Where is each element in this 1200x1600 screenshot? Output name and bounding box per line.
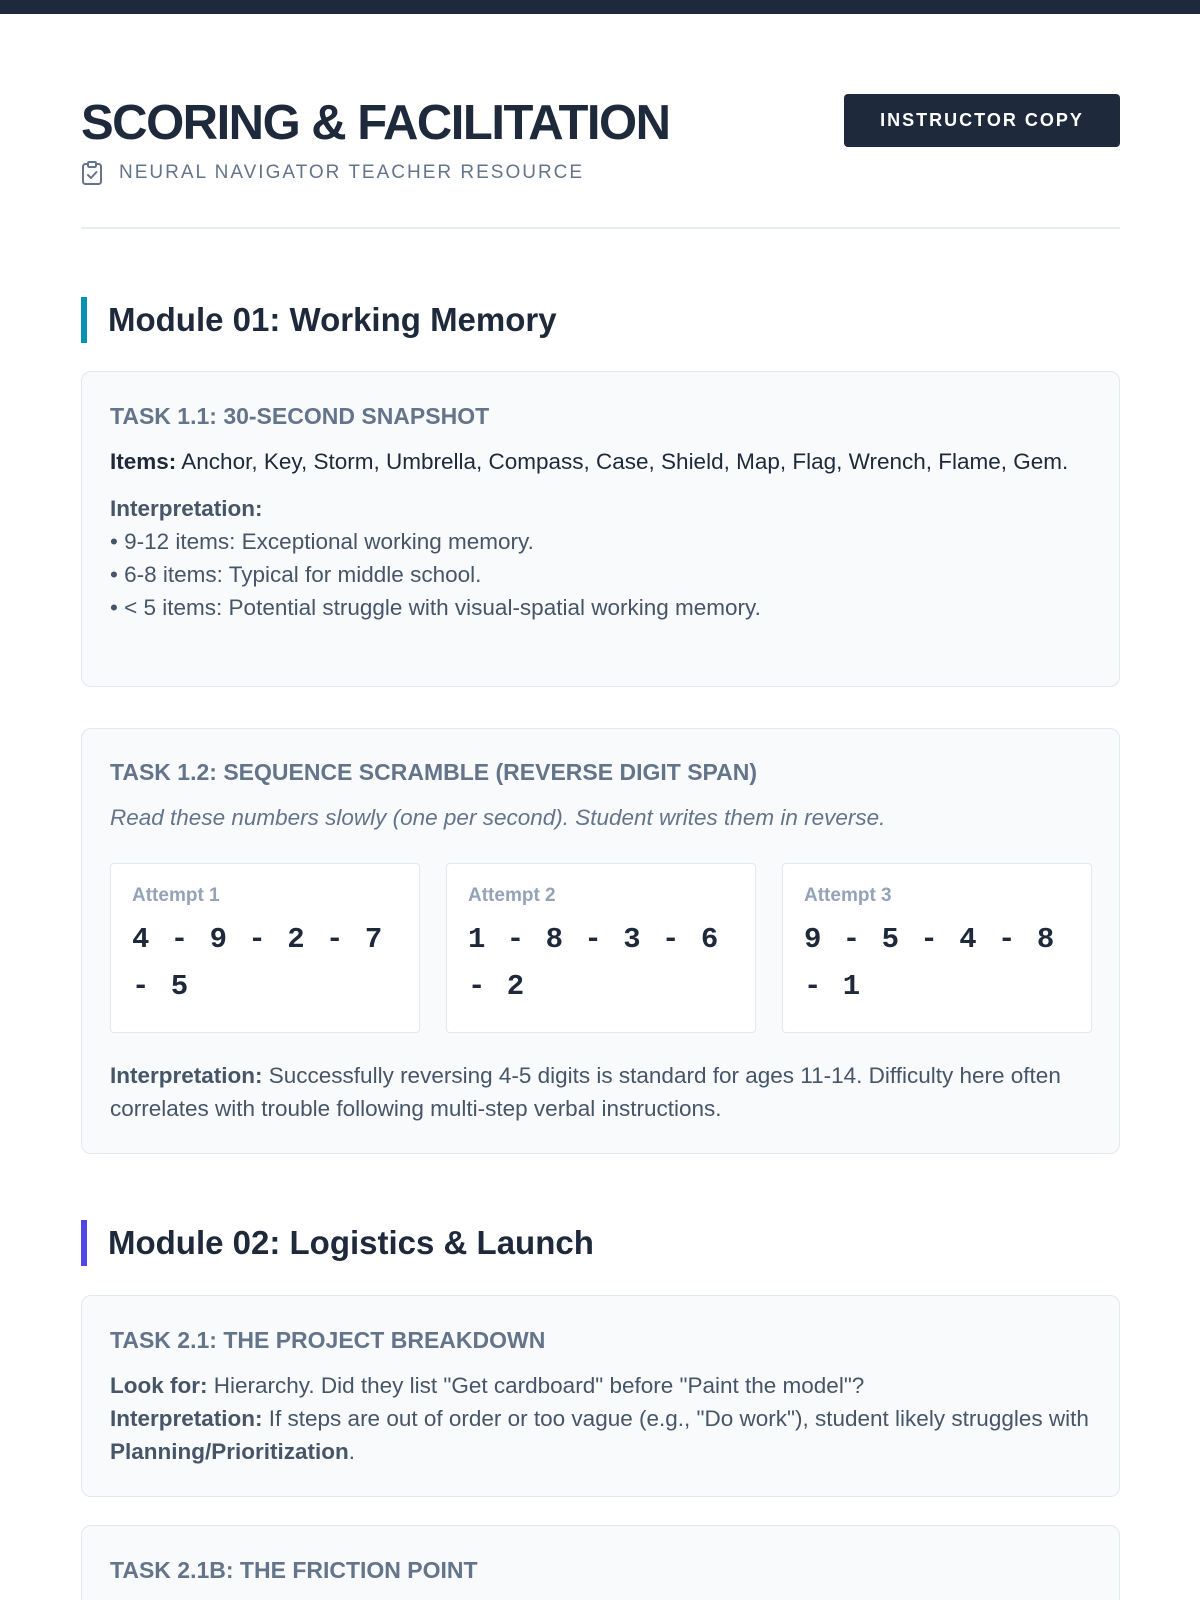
digits-line: 9 - 5 - 4 - 8 [804,923,1055,956]
task-1-1-title: TASK 1.1: 30-SECOND SNAPSHOT [110,403,490,429]
attempt-card [110,863,420,1033]
module-01-accent-bar [81,297,87,343]
interpretation-emphasis: Planning/Prioritization [110,1439,349,1464]
interpretation-end: . [348,1439,356,1464]
digits-line: - 5 [132,970,189,1003]
interpretation-bullet: • < 5 items: Potential struggle with visual-spatial working memory. [110,595,761,620]
items-label: Items: [110,449,177,474]
task-1-1-interpretation-label: Interpretation: [110,496,263,521]
module-02-heading [81,1220,594,1266]
task-2-1b-card [81,1525,1120,1600]
attempt-digits [468,916,735,1010]
attempt-card [446,863,756,1033]
subtitle-row [81,160,584,186]
task-2-1b-title: TASK 2.1B: THE FRICTION POINT [110,1557,478,1583]
attempt-label: Attempt 1 [132,885,220,906]
interpretation-text: Successfully reversing 4-5 digits is standard for ages 11-14. Difficulty here often correlates with trouble following multi-step verbal instructions. [110,1063,1061,1121]
task-1-2-title: TASK 1.2: SEQUENCE SCRAMBLE (REVERSE DIGIT SPAN) [110,759,758,785]
digits-line: - 1 [804,970,861,1003]
page-header [81,94,1120,190]
digits-line: 1 - 8 - 3 - 6 [468,923,719,956]
attempt-card [782,863,1092,1033]
attempt-digits [132,916,399,1010]
interpretation-bullet: • 9-12 items: Exceptional working memory. [110,529,534,554]
instructor-copy-badge: INSTRUCTOR COPY [844,94,1120,147]
attempt-label: Attempt 3 [804,885,892,906]
task-2-1-card [81,1295,1120,1497]
task-1-1-items [110,445,1091,478]
attempt-digits [804,916,1071,1010]
header-divider [81,227,1120,229]
task-1-2-interpretation [110,1059,1070,1125]
task-1-2-instruction: Read these numbers slowly (one per second). Student writes them in reverse. [110,805,886,830]
page-title: SCORING & FACILITATION [81,96,670,150]
clipboard-check-icon [81,161,103,185]
items-text: Anchor, Key, Storm, Umbrella, Compass, Case, Shield, Map, Flag, Wrench, Flame, Gem. [176,449,1069,474]
interpretation-bullet: • 6-8 items: Typical for middle school. [110,562,482,587]
page-subtitle: NEURAL NAVIGATOR TEACHER RESOURCE [119,162,585,183]
task-1-2-card [81,728,1120,1154]
attempt-label: Attempt 2 [468,885,556,906]
task-1-1-card [81,371,1120,687]
module-01-heading [81,297,557,343]
look-for-label: Look for: [110,1373,208,1398]
interpretation-label: Interpretation: [110,1063,263,1088]
module-01-title: Module 01: Working Memory [108,301,557,338]
module-02-title: Module 02: Logistics & Launch [108,1224,594,1261]
attempts-grid [110,863,1092,1033]
task-2-1-look-for [110,1369,1091,1402]
look-for-text: Hierarchy. Did they list "Get cardboard" before "Paint the model"? [207,1373,865,1398]
top-bar [0,0,1200,14]
digits-line: 4 - 9 - 2 - 7 [132,923,383,956]
interpretation-label: Interpretation: [110,1406,263,1431]
module-02-accent-bar [81,1220,87,1266]
task-2-1-title: TASK 2.1: THE PROJECT BREAKDOWN [110,1327,546,1353]
task-2-1-interpretation [110,1402,1091,1468]
interpretation-text: If steps are out of order or too vague (e.g., "Do work"), student likely struggles with [262,1406,1089,1431]
digits-line: - 2 [468,970,525,1003]
